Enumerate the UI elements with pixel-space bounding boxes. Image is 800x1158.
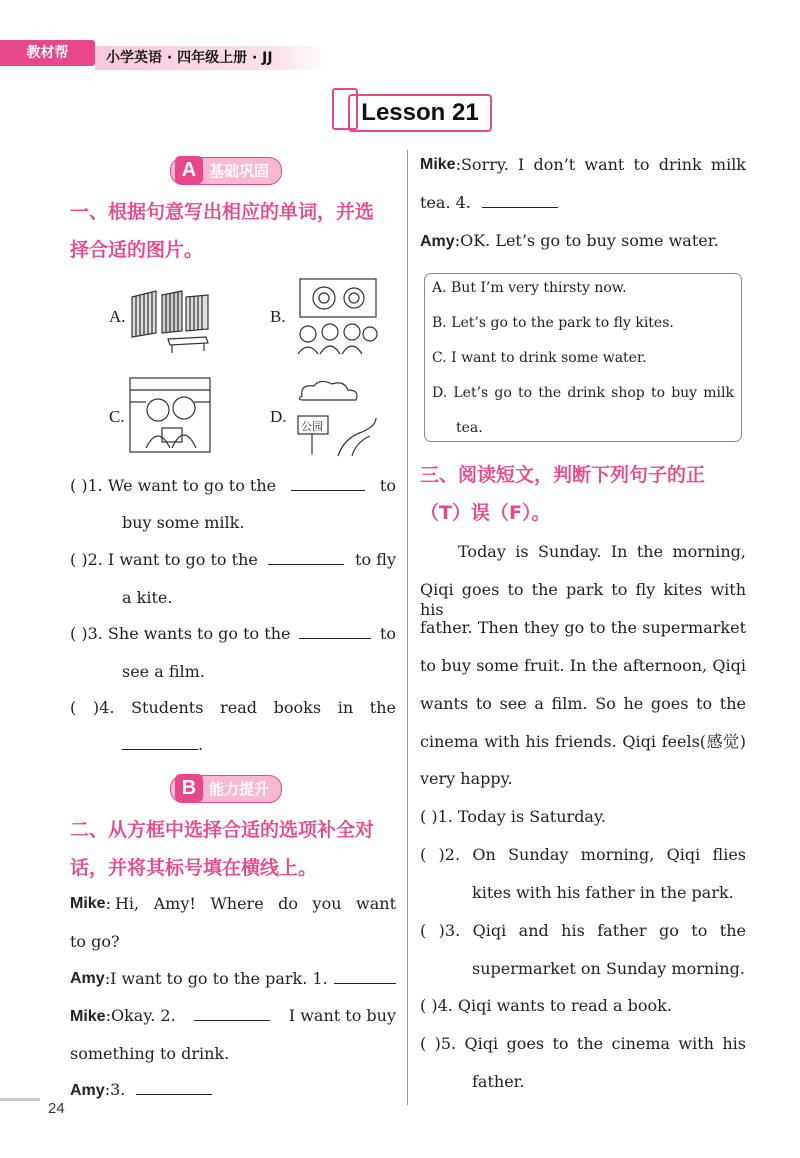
judge-item: ( )5. Qiqi goes to the cinema with his (420, 1034, 746, 1053)
judge-item: ( )4. Qiqi wants to read a book. (420, 996, 672, 1015)
park-sign: 公园 (301, 420, 323, 433)
section-b-title-2: 话，并将其标号填在横线上。 (70, 857, 318, 879)
list-item: ( )3. She wants to go to the to (70, 624, 396, 643)
dialogue-line: Mike : Sorry. I don’t want to drink milk (420, 155, 746, 174)
passage-line: to buy some fruit. In the afternoon, Qiqi (420, 656, 746, 675)
section-b-badge (170, 775, 282, 803)
list-item: ( )2. I want to go to the to fly (70, 550, 396, 569)
section-b-badge-text: 能力提升 (209, 780, 270, 798)
picture-label-c: C. (109, 407, 125, 426)
option-c: C. I want to drink some water. (432, 350, 647, 366)
answer-blank[interactable] (299, 624, 371, 639)
book-title: 小学英语 · 四年级上册 · JJ (106, 50, 273, 66)
section-a-badge (170, 157, 282, 185)
answer-blank[interactable] (194, 1006, 270, 1021)
column-divider (407, 150, 408, 1105)
list-item-cont: see a film. (122, 662, 205, 681)
section-b-letter: B (175, 774, 203, 802)
list-item: ( )4. Students read books in the (70, 698, 396, 717)
dialogue-line: Amy:OK. Let’s go to buy some water. (420, 231, 719, 250)
passage-line: wants to see a film. So he goes to the (420, 694, 746, 713)
section-c-title-2: （T）误（F）。 (420, 502, 551, 524)
dialogue-line: Mike : Hi, Amy! Where do you want (70, 894, 396, 913)
section-b-title-1: 二、从方框中选择合适的选项补全对 (70, 819, 375, 841)
passage-line: Today is Sunday. In the morning, (458, 542, 746, 561)
judge-item: ( )2. On Sunday morning, Qiqi flies (420, 845, 746, 864)
judge-item: ( )3. Qiqi and his father go to the (420, 921, 746, 940)
answer-blank[interactable] (122, 735, 198, 750)
park-icon (292, 378, 378, 458)
lesson-title: Lesson 21 (348, 94, 492, 132)
header-tab: 教材帮 (0, 40, 95, 66)
section-a-badge-text: 基础巩固 (209, 162, 270, 180)
page-number: 24 (48, 1100, 65, 1117)
passage-line: Qiqi goes to the park to fly kites with his (420, 580, 746, 619)
list-item: ( )1. We want to go to the to (70, 476, 396, 495)
passage-line: father. Then they go to the supermarket (420, 618, 746, 637)
picture-label-d: D. (270, 407, 287, 426)
judge-item-cont: supermarket on Sunday morning. (472, 959, 745, 978)
section-a-title-2: 择合适的图片。 (70, 239, 204, 261)
cinema-icon (294, 276, 380, 356)
option-d: D. Let’s go to the drink shop to buy milk (432, 385, 734, 401)
library-icon (128, 285, 213, 355)
option-b: B. Let’s go to the park to fly kites. (432, 315, 674, 331)
judge-item-cont: kites with his father in the park. (472, 883, 734, 902)
section-a-letter: A (175, 156, 203, 184)
judge-item: ( )1. Today is Saturday. (420, 807, 606, 826)
passage-line: cinema with his friends. Qiqi feels(感觉) (420, 732, 746, 751)
dialogue-cont: tea. 4. (420, 193, 558, 213)
dialogue-line: Amy : I want to go to the park. 1. (70, 969, 396, 989)
page-number-bar (0, 1098, 40, 1101)
supermarket-icon (128, 376, 213, 456)
answer-blank[interactable] (268, 550, 344, 565)
list-item-cont: . (122, 735, 203, 755)
option-a: A. But I’m very thirsty now. (432, 280, 627, 296)
dialogue-cont: to go? (70, 932, 120, 951)
option-d-cont: tea. (456, 420, 483, 436)
answer-blank[interactable] (136, 1080, 212, 1095)
section-a-title-1: 一、根据句意写出相应的单词，并选 (70, 201, 375, 223)
list-item-cont: buy some milk. (122, 513, 245, 532)
picture-label-a: A. (109, 307, 126, 326)
answer-blank[interactable] (291, 476, 365, 491)
list-item-cont: a kite. (122, 588, 173, 607)
dialogue-line: Mike:Okay. 2. I want to buy (70, 1006, 396, 1025)
dialogue-line: Amy:3. (70, 1080, 212, 1101)
dialogue-cont: something to drink. (70, 1044, 230, 1063)
picture-label-b: B. (270, 307, 286, 326)
answer-blank[interactable] (334, 969, 396, 984)
answer-blank[interactable] (482, 193, 558, 208)
judge-item-cont: father. (472, 1072, 525, 1091)
section-c-title-1: 三、阅读短文，判断下列句子的正 (420, 464, 706, 486)
passage-line: very happy. (420, 769, 513, 788)
